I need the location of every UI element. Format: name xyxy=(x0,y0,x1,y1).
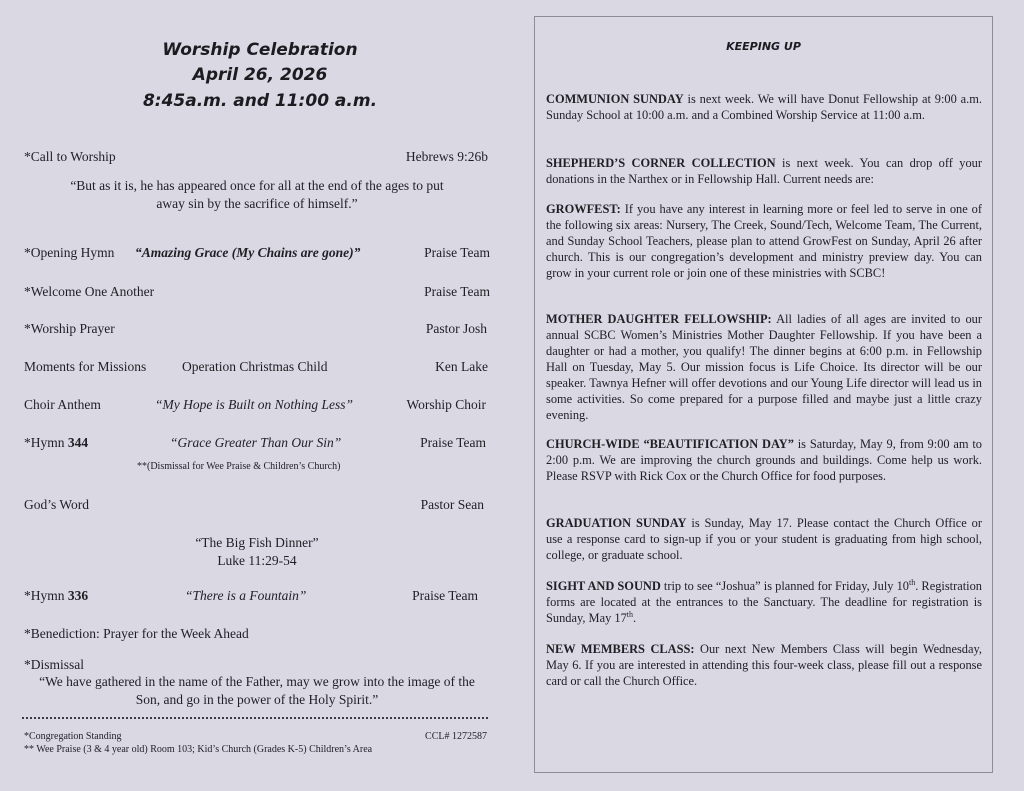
missions-label: Moments for Missions xyxy=(24,359,147,374)
hymn-344-title: “Grace Greater Than Our Sin” xyxy=(170,435,342,450)
dismissal-label: *Dismissal xyxy=(24,657,85,672)
hymn-336-label: *Hymn 336 xyxy=(24,588,89,603)
hymn-336-leader: Praise Team xyxy=(412,588,478,603)
hymn-344-leader: Praise Team xyxy=(420,435,486,450)
call-quote-line-1: “But as it is, he has appeared once for all at the end of the ages to put xyxy=(70,178,444,193)
beautification-announcement: CHURCH-WIDE “BEAUTIFICATION DAY” is Saturday, May 9, from 9:00 am to 2:00 p.m. We are improving the church grounds and buildings. Come help us work. Please RSVP with Rick Cox or the Church Office for food purposes. xyxy=(546,437,982,483)
communion-announcement: COMMUNION SUNDAY is next week. We will have Donut Fellowship at 9:00 a.m. Sunday School at 10:00 a.m. and a Combined Worship Service at 11:00 a.m. xyxy=(546,92,982,122)
bulletin-times: 8:45a.m. and 11:00 a.m. xyxy=(142,91,378,111)
gods-word-leader: Pastor Sean xyxy=(420,497,484,512)
choir-anthem-title: “My Hope is Built on Nothing Less” xyxy=(155,397,354,412)
children-note: ** Wee Praise (3 & 4 year old) Room 103; Kid’s Church (Grades K-5) Children’s Area xyxy=(24,744,373,755)
opening-hymn-leader: Praise Team xyxy=(424,245,490,260)
congregation-standing-note: *Congregation Standing xyxy=(24,731,122,742)
missions-leader: Ken Lake xyxy=(435,359,488,374)
dismissal-note: **(Dismissal for Wee Praise & Children’s Church) xyxy=(137,461,341,472)
growfest-announcement: GROWFEST: If you have any interest in learning more or feel led to serve in one of the following six areas: Nursery, The Creek, Sound/Tech, Welcome Team, The Current, and Sunday School Teachers, please plan to attend GrowFest on Sunday, April 26 after church. This is our congregation’s development and ministry preview day. You can grow in your current role or join one of these ministries with SCBC! xyxy=(546,202,982,280)
opening-hymn-label: *Opening Hymn xyxy=(24,245,115,260)
shepherd-announcement: SHEPHERD’S CORNER COLLECTION is next week. You can drop off your donations in the Narthex or in Fellowship Hall. Current needs are: xyxy=(546,156,982,186)
graduation-announcement: GRADUATION SUNDAY is Sunday, May 17. Please contact the Church Office or use a response card to sign-up if you or your student is graduating from high school, college, or graduate school. xyxy=(546,516,983,562)
missions-title: Operation Christmas Child xyxy=(182,359,328,374)
benediction: *Benediction: Prayer for the Week Ahead xyxy=(24,626,249,641)
keeping-up-title: KEEPING UP xyxy=(726,40,801,53)
worship-prayer-label: *Worship Prayer xyxy=(24,321,115,336)
gods-word-label: God’s Word xyxy=(24,497,90,512)
sight-and-sound-announcement: SIGHT AND SOUND trip to see “Joshua” is planned for Friday, July 10th. Registration forms are located at the entrances to the Sanctuary. The deadline for registration is Sunday, May 17th. xyxy=(546,577,982,625)
worship-prayer-leader: Pastor Josh xyxy=(425,321,487,336)
welcome-label: *Welcome One Another xyxy=(24,284,155,299)
opening-hymn-title: “Amazing Grace (My Chains are gone)” xyxy=(135,245,361,260)
mother-daughter-announcement: MOTHER DAUGHTER FELLOWSHIP: All ladies of all ages are invited to our annual SCBC Women’s Ministries Mother Daughter Fellowship. If you have been a daughter or had a mother, you qualify! The dinner begins at 6:00 p.m. in Fellowship Hall on Tuesday, May 5. Our mission focus is Life Choice. Its director will be our speaker. Tawnya Hefner will offer devotions and our Young Life director will lead us in some activities. So come prepared for a purpose filled and maybe just a little crazy evening. xyxy=(546,312,982,422)
dotted-divider xyxy=(22,717,488,719)
dismissal-quote-line-2: Son, and go in the power of the Holy Spirit.” xyxy=(135,692,379,707)
choir-anthem-label: Choir Anthem xyxy=(24,397,101,412)
keeping-up-panel xyxy=(534,16,993,773)
hymn-344-label: *Hymn 344 xyxy=(24,435,89,450)
choir-anthem-leader: Worship Choir xyxy=(406,397,486,412)
sermon-title: “The Big Fish Dinner” xyxy=(195,535,319,550)
dismissal-quote-line-1: “We have gathered in the name of the Father, may we grow into the image of the xyxy=(39,674,475,689)
sermon-reference: Luke 11:29-54 xyxy=(217,553,297,568)
hymn-336-title: “There is a Fountain” xyxy=(185,588,307,603)
call-quote-line-2: away sin by the sacrifice of himself.” xyxy=(156,196,358,211)
call-to-worship-label: *Call to Worship xyxy=(24,149,116,164)
call-to-worship-ref: Hebrews 9:26b xyxy=(405,149,488,164)
bulletin-title: Worship Celebration xyxy=(162,40,358,60)
bulletin-date: April 26, 2026 xyxy=(192,65,328,85)
ccl-number: CCL# 1272587 xyxy=(425,731,487,742)
welcome-leader: Praise Team xyxy=(424,284,490,299)
new-members-announcement: NEW MEMBERS CLASS: Our next New Members Class will begin Wednesday, May 6. If you are interested in attending this four-week class, please fill out a response card or call the Church Office. xyxy=(546,642,982,688)
